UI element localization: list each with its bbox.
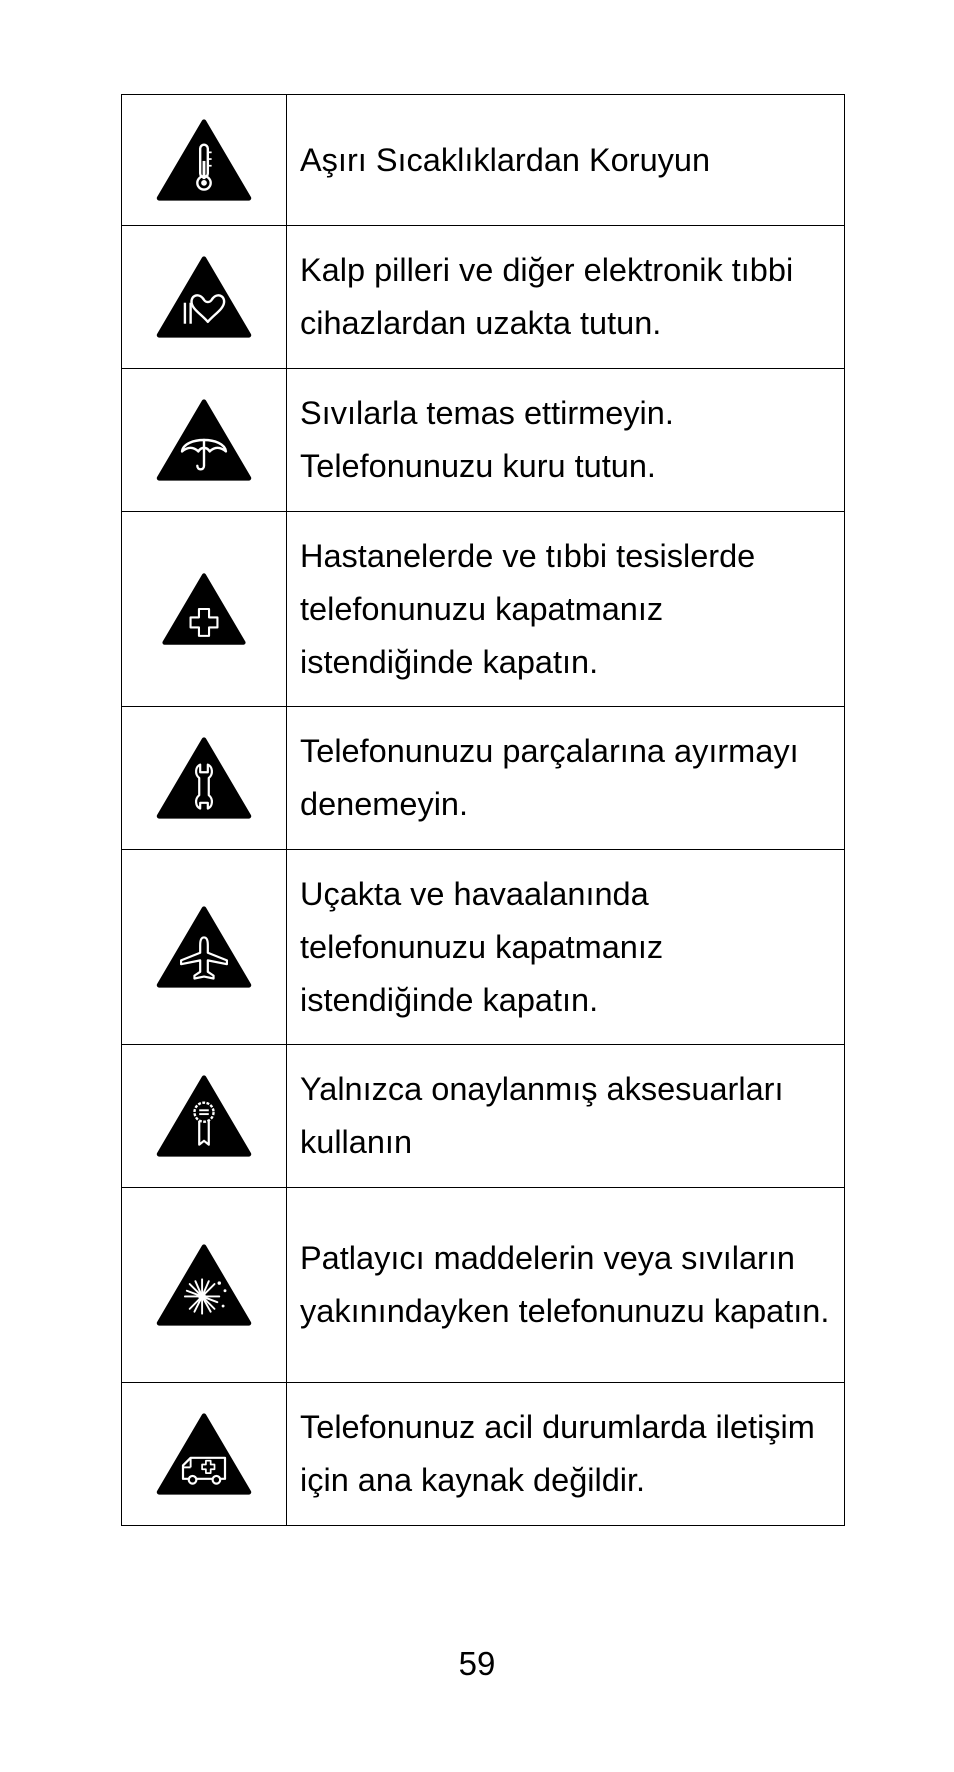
text-cell <box>287 850 845 1045</box>
instruction-text: Kalp pilleri ve diğer elektronik tıbbi cihazlardan uzakta tutun. <box>300 252 794 341</box>
icon-cell <box>122 95 287 226</box>
text-cell <box>287 1188 845 1383</box>
instruction-text: Telefonunuzu parçalarına ayırmayı denemeyin. <box>300 733 799 822</box>
text-cell <box>287 707 845 850</box>
pacemaker-heart-icon <box>156 255 252 339</box>
explosion-icon <box>156 1243 252 1327</box>
icon-cell <box>122 226 287 369</box>
text-cell <box>287 95 845 226</box>
instruction-text: Aşırı Sıcaklıklardan Koruyun <box>300 141 711 178</box>
safety-table <box>121 94 845 1526</box>
umbrella-icon <box>156 398 252 482</box>
table-row <box>122 850 845 1045</box>
text-cell <box>287 226 845 369</box>
instruction-text: Sıvılarla temas ettirmeyin. Telefonunuzu kuru tutun. <box>300 395 674 484</box>
icon-cell <box>122 1045 287 1188</box>
instruction-text: Yalnızca onaylanmış aksesuarları kullanın <box>300 1071 784 1160</box>
approved-seal-icon <box>156 1074 252 1158</box>
text-cell <box>287 369 845 512</box>
table-row <box>122 226 845 369</box>
icon-cell <box>122 512 287 707</box>
icon-cell <box>122 369 287 512</box>
page-number: 59 <box>458 1645 496 1682</box>
medical-cross-icon <box>162 572 246 646</box>
text-cell <box>287 512 845 707</box>
wrench-icon <box>156 736 252 820</box>
icon-cell <box>122 1188 287 1383</box>
airplane-icon <box>156 905 252 989</box>
instruction-text: Uçakta ve havaalanında telefonunuzu kapatmanız istendiğinde kapatın. <box>300 875 664 1018</box>
icon-cell <box>122 850 287 1045</box>
ambulance-icon <box>156 1412 252 1496</box>
instruction-text: Patlayıcı maddelerin veya sıvıların yakınındayken telefonunuzu kapatın. <box>300 1240 830 1329</box>
table-row <box>122 1383 845 1526</box>
instruction-text: Hastanelerde ve tıbbi tesislerde telefonunuzu kapatmanız istendiğinde kapatın. <box>300 537 756 680</box>
table-row <box>122 1188 845 1383</box>
thermometer-icon <box>156 118 252 202</box>
text-cell <box>287 1045 845 1188</box>
table-row <box>122 369 845 512</box>
table-row <box>122 512 845 707</box>
table-row <box>122 95 845 226</box>
text-cell <box>287 1383 845 1526</box>
table-row <box>122 1045 845 1188</box>
icon-cell <box>122 1383 287 1526</box>
table-row <box>122 707 845 850</box>
icon-cell <box>122 707 287 850</box>
instruction-text: Telefonunuz acil durumlarda iletişim için ana kaynak değildir. <box>300 1409 815 1498</box>
